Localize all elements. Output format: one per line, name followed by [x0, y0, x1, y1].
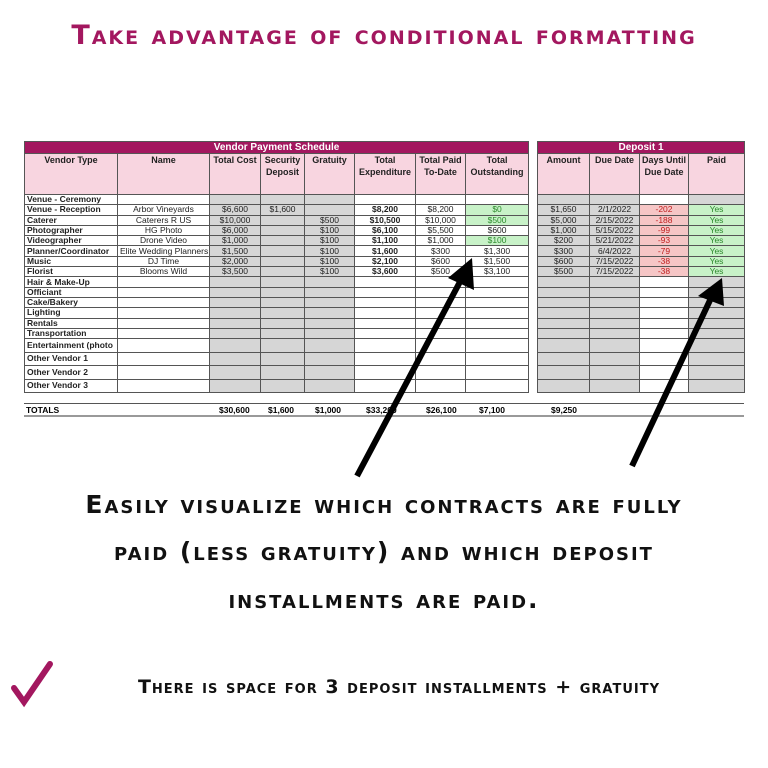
cell: -188 — [640, 215, 689, 225]
cell: $500 — [538, 267, 590, 277]
cell: $6,100 — [355, 225, 416, 235]
cell: 2/1/2022 — [590, 205, 640, 215]
cell: Other Vendor 2 — [25, 366, 118, 380]
cell: $1,000 — [538, 225, 590, 235]
cell: $10,000 — [210, 215, 261, 225]
cell: $0 — [466, 205, 529, 215]
cell: $8,200 — [416, 205, 466, 215]
cell: Transportation — [25, 328, 118, 338]
column-header: Security Deposit — [261, 154, 305, 195]
column-header: Amount — [538, 154, 590, 195]
cell: Venue - Reception — [25, 205, 118, 215]
column-header: Paid — [689, 154, 745, 195]
cell: $1,500 — [466, 256, 529, 266]
cell: $100 — [466, 236, 529, 246]
cell: HG Photo — [118, 225, 210, 235]
cell: $2,000 — [210, 256, 261, 266]
cell: $100 — [305, 267, 355, 277]
cell: Other Vendor 1 — [25, 352, 118, 366]
caption-line-2: paid (less gratuity) and which deposit — [114, 537, 654, 566]
cell: Rentals — [25, 318, 118, 328]
cell: $100 — [305, 236, 355, 246]
cell: $1,600 — [355, 246, 416, 256]
security-sum: $1,600 — [268, 405, 294, 415]
cell: $3,600 — [355, 267, 416, 277]
cell: 6/4/2022 — [590, 246, 640, 256]
cell: $5,000 — [538, 215, 590, 225]
cell: $3,100 — [466, 267, 529, 277]
cell: DJ Time — [118, 256, 210, 266]
cell: $1,100 — [355, 236, 416, 246]
cell: $8,200 — [355, 205, 416, 215]
cell: $100 — [305, 256, 355, 266]
cell: $1,300 — [466, 246, 529, 256]
cell: $1,600 — [261, 205, 305, 215]
outstanding-sum: $7,100 — [479, 405, 505, 415]
cell: $10,500 — [355, 215, 416, 225]
cell: Yes — [689, 246, 745, 256]
column-header: Total Paid To-Date — [416, 154, 466, 195]
column-header: Name — [118, 154, 210, 195]
paid-sum: $26,100 — [426, 405, 457, 415]
column-header: Vendor Type — [25, 154, 118, 195]
footnote: There is space for 3 deposit installments + gratuity — [137, 676, 661, 698]
cell: $2,100 — [355, 256, 416, 266]
column-header: Total Cost — [210, 154, 261, 195]
cell: -38 — [640, 256, 689, 266]
cell: 7/15/2022 — [590, 267, 640, 277]
cell: Elite Wedding Planners — [118, 246, 210, 256]
cell: Florist — [25, 267, 118, 277]
cell: $600 — [538, 256, 590, 266]
cell: Hair & Make-Up — [25, 277, 118, 287]
arrow-right — [632, 296, 712, 466]
table-title: Vendor Payment Schedule — [25, 142, 529, 154]
cell: Yes — [689, 236, 745, 246]
cell: $100 — [305, 225, 355, 235]
cell: $500 — [416, 267, 466, 277]
cell: Arbor Vineyards — [118, 205, 210, 215]
cell: Caterers R US — [118, 215, 210, 225]
cell: $200 — [538, 236, 590, 246]
cell: Yes — [689, 225, 745, 235]
totals-label: TOTALS — [26, 405, 60, 415]
column-header: Total Outstanding — [466, 154, 529, 195]
cell: Venue - Ceremony — [25, 195, 118, 205]
cell: Other Vendor 3 — [25, 379, 118, 393]
cell: -99 — [640, 225, 689, 235]
cell: -38 — [640, 267, 689, 277]
expenditure-sum: $33,200 — [366, 405, 397, 415]
column-header: Days Until Due Date — [640, 154, 689, 195]
cell: Officiant — [25, 287, 118, 297]
cell: $300 — [416, 246, 466, 256]
gratuity-sum: $1,000 — [315, 405, 341, 415]
cell: 5/21/2022 — [590, 236, 640, 246]
cell: $1,000 — [416, 236, 466, 246]
cell: Blooms Wild — [118, 267, 210, 277]
caption-line-1: Easily visualize which contracts are fully — [85, 490, 683, 519]
cell: 5/15/2022 — [590, 225, 640, 235]
cell: $1,000 — [210, 236, 261, 246]
total-cost-sum: $30,600 — [219, 405, 250, 415]
cell: Yes — [689, 205, 745, 215]
cell: -202 — [640, 205, 689, 215]
cell: $300 — [538, 246, 590, 256]
deposit-title: Deposit 1 — [538, 142, 745, 154]
arrow-left — [357, 278, 462, 476]
cell: $500 — [466, 215, 529, 225]
cell: $1,500 — [210, 246, 261, 256]
cell: $600 — [466, 225, 529, 235]
column-header: Gratuity — [305, 154, 355, 195]
cell: Yes — [689, 215, 745, 225]
cell: Photographer — [25, 225, 118, 235]
cell: $5,500 — [416, 225, 466, 235]
cell: $3,500 — [210, 267, 261, 277]
cell: $1,650 — [538, 205, 590, 215]
cell: 2/15/2022 — [590, 215, 640, 225]
cell: Entertainment (photo — [25, 339, 118, 353]
page-heading: Take advantage of conditional formatting — [71, 20, 697, 51]
cell: Music — [25, 256, 118, 266]
deposit-sum: $9,250 — [551, 405, 577, 415]
cell: 7/15/2022 — [590, 256, 640, 266]
caption-line-3: installments are paid. — [228, 585, 540, 614]
column-header: Due Date — [590, 154, 640, 195]
cell: Lighting — [25, 308, 118, 318]
cell: Yes — [689, 267, 745, 277]
cell: Yes — [689, 256, 745, 266]
cell: -79 — [640, 246, 689, 256]
cell: $100 — [305, 246, 355, 256]
cell: $10,000 — [416, 215, 466, 225]
column-header: Total Expenditure — [355, 154, 416, 195]
cell: $500 — [305, 215, 355, 225]
cell: Videographer — [25, 236, 118, 246]
cell: $6,000 — [210, 225, 261, 235]
cell: Cake/Bakery — [25, 297, 118, 307]
cell: Caterer — [25, 215, 118, 225]
cell: Drone Video — [118, 236, 210, 246]
cell: $600 — [416, 256, 466, 266]
cell: Planner/Coordinator — [25, 246, 118, 256]
cell: $6,600 — [210, 205, 261, 215]
cell: -93 — [640, 236, 689, 246]
